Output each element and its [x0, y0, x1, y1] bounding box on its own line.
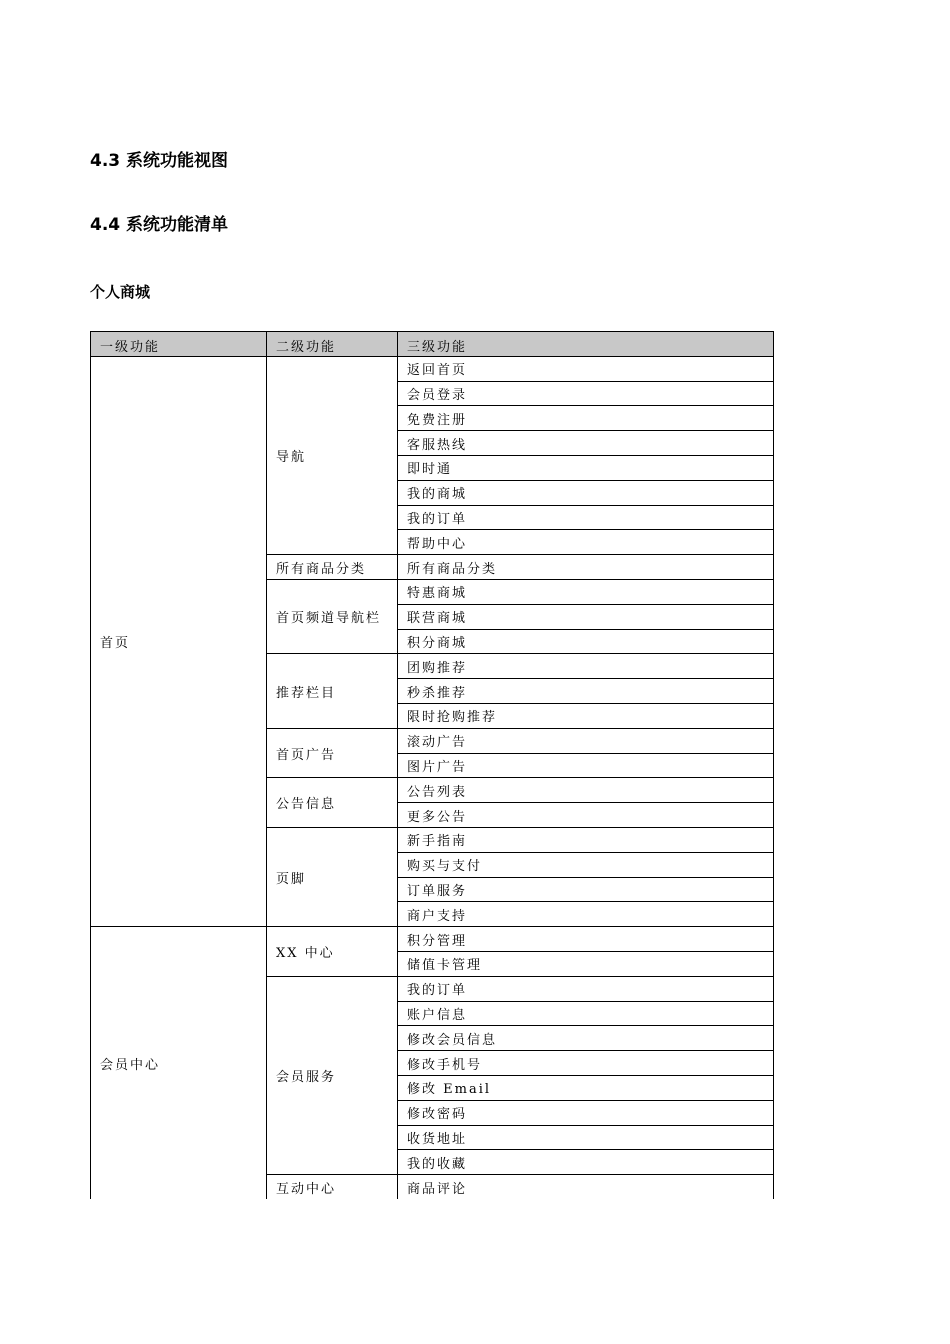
level3-cell: 修改手机号	[398, 1051, 774, 1076]
level2-cell: 首页广告	[267, 728, 398, 778]
level1-cell: 会员中心	[91, 927, 267, 1200]
section-heading-4-3: 4.3 系统功能视图	[90, 151, 229, 171]
level3-cell: 修改会员信息	[398, 1026, 774, 1051]
level3-cell: 团购推荐	[398, 654, 774, 679]
level1-cell: 首页	[91, 356, 267, 926]
table-row	[91, 927, 774, 952]
header-level1: 一级功能	[91, 332, 267, 357]
level3-cell: 商品评论	[398, 1175, 774, 1200]
level2-cell: 首页频道导航栏	[267, 579, 398, 653]
level2-cell: 会员服务	[267, 976, 398, 1174]
level3-cell: 客服热线	[398, 431, 774, 456]
header-level2: 二级功能	[267, 332, 398, 357]
subsection-heading: 个人商城	[90, 283, 151, 301]
level3-cell: 收货地址	[398, 1125, 774, 1150]
level3-cell: 会员登录	[398, 381, 774, 406]
level3-cell: 我的订单	[398, 976, 774, 1001]
level3-cell: 账户信息	[398, 1001, 774, 1026]
level2-cell: 互动中心	[267, 1175, 398, 1200]
level3-cell: 更多公告	[398, 803, 774, 828]
level3-cell: 修改 Email	[398, 1075, 774, 1100]
level3-cell: 商户支持	[398, 902, 774, 927]
level3-cell: 联营商城	[398, 604, 774, 629]
level3-cell: 我的订单	[398, 505, 774, 530]
level2-cell: 公告信息	[267, 778, 398, 828]
level3-cell: 限时抢购推荐	[398, 703, 774, 728]
level3-cell: 购买与支付	[398, 852, 774, 877]
level3-cell: 滚动广告	[398, 728, 774, 753]
table-body	[91, 356, 774, 1199]
level3-cell: 我的收藏	[398, 1150, 774, 1175]
level3-cell: 秒杀推荐	[398, 679, 774, 704]
level3-cell: 返回首页	[398, 356, 774, 381]
level2-cell: 页脚	[267, 827, 398, 926]
table-header	[91, 332, 774, 357]
level3-cell: 新手指南	[398, 827, 774, 852]
header-level3: 三级功能	[398, 332, 774, 357]
level3-cell: 修改密码	[398, 1100, 774, 1125]
level3-cell: 帮助中心	[398, 530, 774, 555]
level3-cell: 免费注册	[398, 406, 774, 431]
level3-cell: 所有商品分类	[398, 555, 774, 580]
level3-cell: 订单服务	[398, 877, 774, 902]
table-header-row	[91, 332, 774, 357]
table-row	[91, 356, 774, 381]
level2-cell: 导航	[267, 356, 398, 554]
level2-cell: 所有商品分类	[267, 555, 398, 580]
function-list-table	[90, 331, 774, 1199]
level2-cell: XX 中心	[267, 927, 398, 977]
level3-cell: 储值卡管理	[398, 951, 774, 976]
level3-cell: 积分管理	[398, 927, 774, 952]
level3-cell: 图片广告	[398, 753, 774, 778]
section-heading-4-4: 4.4 系统功能清单	[90, 215, 229, 235]
level3-cell: 公告列表	[398, 778, 774, 803]
level3-cell: 我的商城	[398, 480, 774, 505]
level3-cell: 即时通	[398, 455, 774, 480]
level2-cell: 推荐栏目	[267, 654, 398, 728]
level3-cell: 特惠商城	[398, 579, 774, 604]
level3-cell: 积分商城	[398, 629, 774, 654]
